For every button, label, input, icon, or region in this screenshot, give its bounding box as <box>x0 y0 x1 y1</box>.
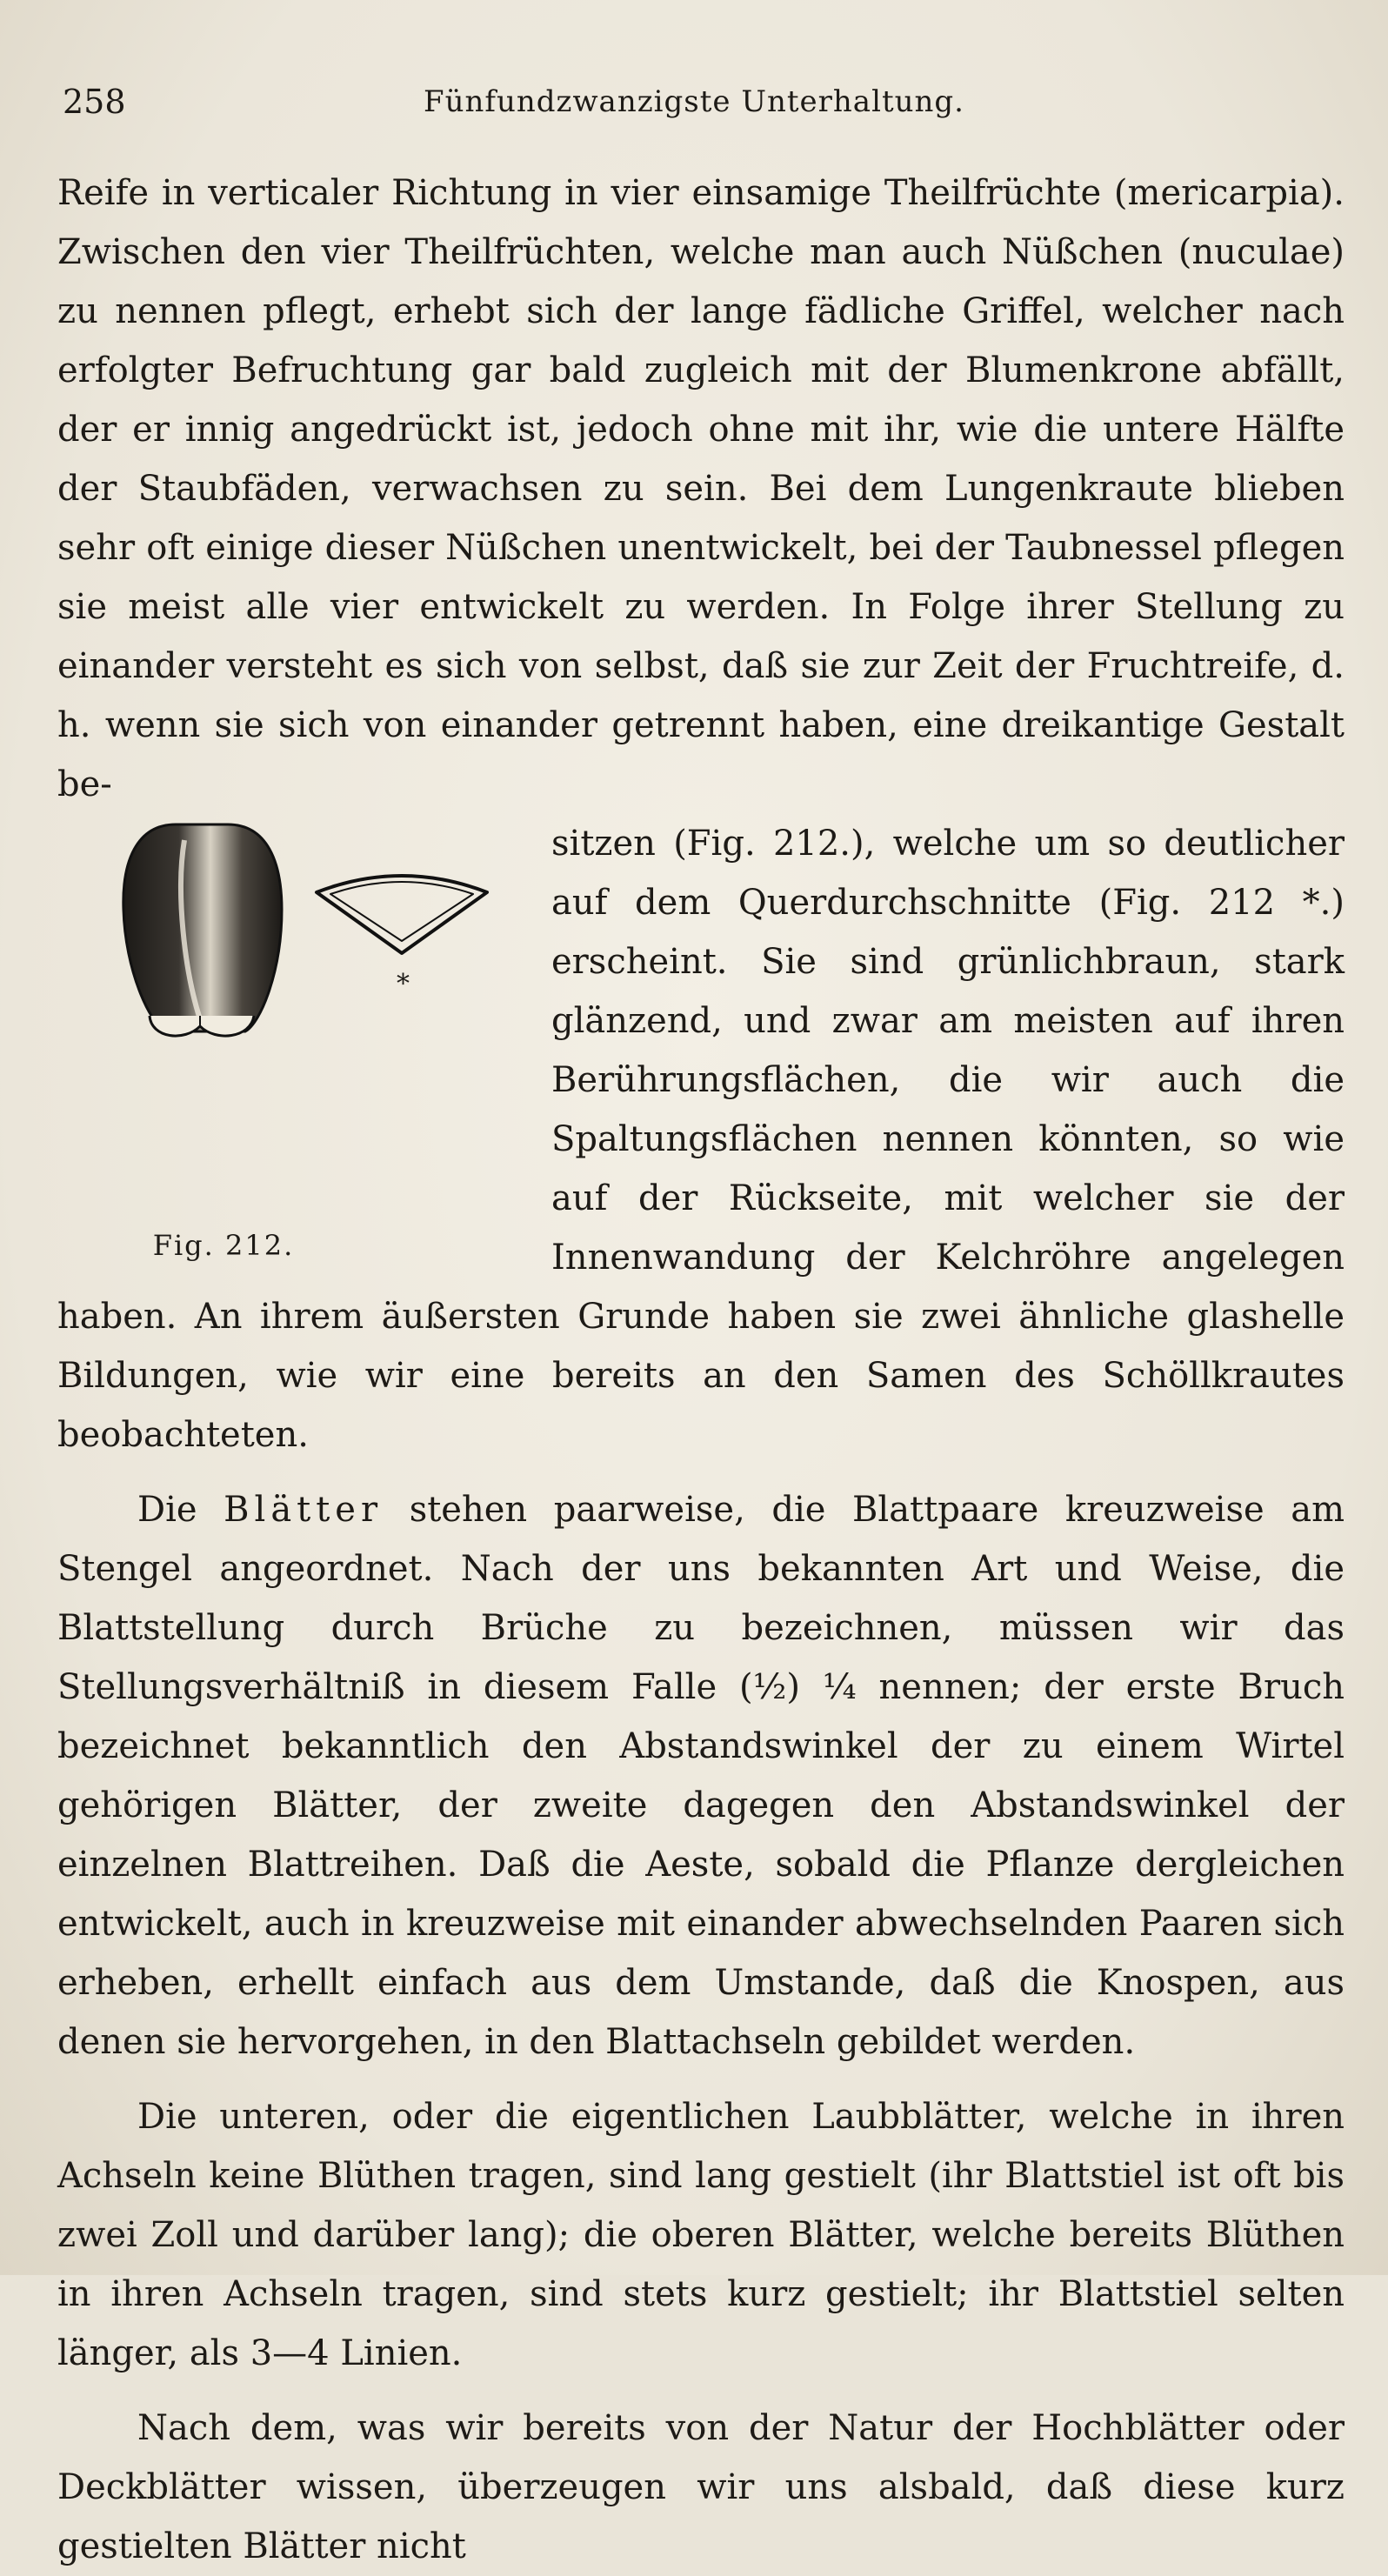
cross-section-drawing <box>317 876 487 953</box>
paragraph-1-part-a: Reife in verticaler Richtung in vier einsamige Theilfrüchte (mericarpia). Zwischen den vier Theilfrüchten, welche man auch Nüßchen (nuculae) zu nennen pflegt, erhebt sich der lange fädliche Griffel, welcher nach erfolgter Befruchtung gar bald zugleich mit der Blumenkrone abfällt, der er innig angedrückt ist, jedoch ohne mit ihr, wie die untere Hälfte der Staubfäden, verwachsen zu sein. Bei dem Lungenkraute blieben sehr oft einige dieser Nüßchen unentwickelt, bei der Taubnessel pflegen sie meist alle vier entwickelt zu werden. In Folge ihrer Stellung zu einander versteht es sich von selbst, daß sie zur Zeit der Fruchtreife, d. h. wenn sie sich von einander getrennt haben, eine dreikantige Gestalt be- <box>57 173 1345 804</box>
nutlet-drawing <box>123 824 282 1036</box>
emphasis-blaetter: Blätter <box>224 1490 384 1530</box>
paragraph-1 <box>57 164 1345 814</box>
cross-section-marker: * <box>397 969 410 999</box>
nutlet-illustration <box>54 814 541 1223</box>
page-header <box>63 83 1325 135</box>
page-number: 258 <box>63 83 126 121</box>
paragraph-1-part-b: sitzen (Fig. 212.), welche um so deutlicher auf dem Querdurchschnitte (Fig. 212 *.) erscheint. Sie sind grünlichbraun, stark glänzend, und zwar am meisten auf ihren Berührungsflächen, die wir auch die Spaltungsflächen nennen könnten, so wie auf der Rückseite, mit welcher sie der Innenwandung der Kelchröhre angelegen haben. An ihrem äußersten Grunde haben sie zwei ähnliche glashelle Bildungen, wie wir eine bereits an den Samen des Schöllkrautes beobachteten. <box>57 824 1345 1455</box>
running-head: Fünfundzwanzigste Unterhaltung. <box>424 84 964 119</box>
paragraph-2 <box>57 1480 1345 2072</box>
paragraph-2-lead: Die <box>137 1490 224 1530</box>
figure-212 <box>54 814 541 1271</box>
paragraph-3: Die unteren, oder die eigentlichen Laubblätter, welche in ihren Achseln keine Blüthen tragen, sind lang gestielt (ihr Blattstiel ist oft bis zwei Zoll und darüber lang); die oberen Blätter, welche bereits Blüthen in ihren Achseln tragen, sind stets kurz gestielt; ihr Blattstiel selten länger, als 3—4 Linien. <box>57 2097 1345 2373</box>
body-text <box>57 164 1345 2576</box>
paragraph-2-rest: stehen paarweise, die Blattpaare kreuzweise am Stengel angeordnet. Nach der uns bekannten Art und Weise, die Blattstellung durch Brüche zu bezeichnen, müssen wir das Stellungsverhältniß in diesem Falle (½) ¼ nennen; der erste Bruch bezeichnet bekanntlich den Abstandswinkel der zu einem Wirtel gehörigen Blätter, der zweite dagegen den Abstandswinkel der einzelnen Blattreihen. Daß die Aeste, sobald die Pflanze dergleichen entwickelt, auch in kreuzweise mit einander abwechselnden Paaren sich erheben, erhellt einfach aus dem Umstande, daß die Knospen, aus denen sie hervorgehen, in den Blattachseln gebildet werden. <box>57 1490 1345 2062</box>
paragraph-4: Nach dem, was wir bereits von der Natur der Hochblätter oder Deckblätter wissen, überzeugen wir uns alsbald, daß diese kurz gestielten Blätter nicht <box>57 2408 1345 2566</box>
figure-caption: Fig. 212. <box>152 1229 295 1262</box>
